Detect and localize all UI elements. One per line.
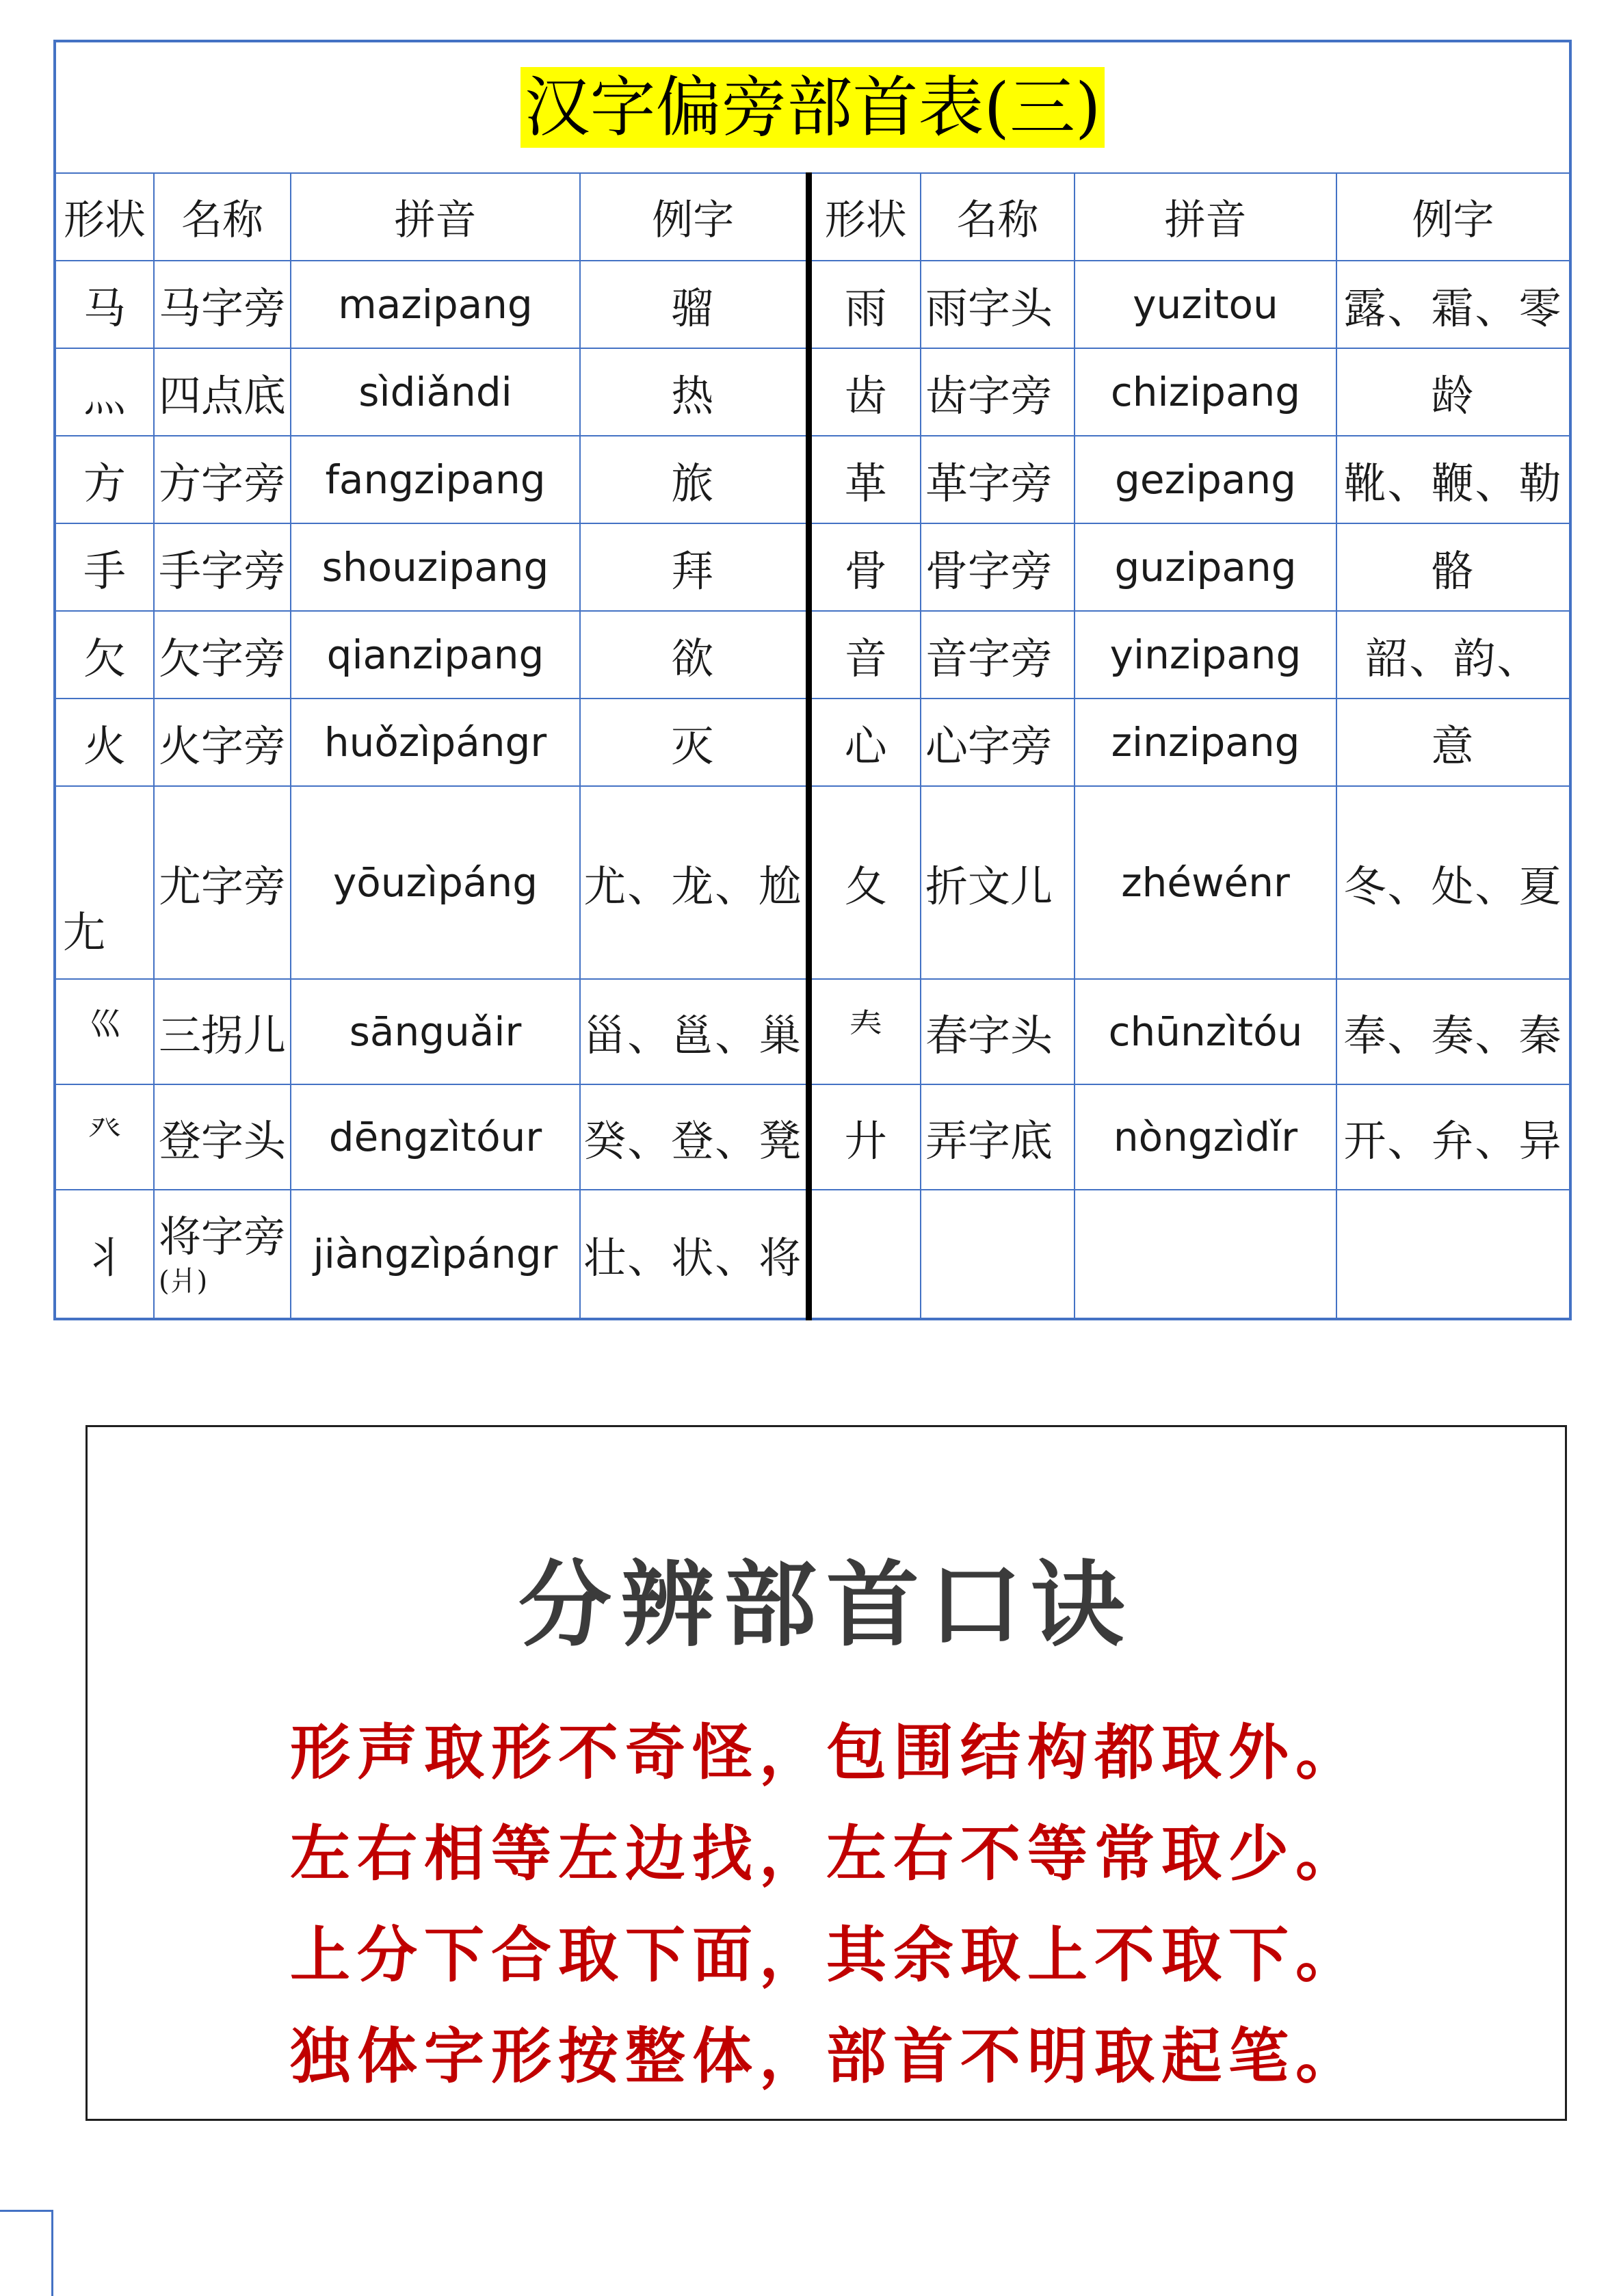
table-row [55,786,1570,979]
radical-name: 春字头 [921,979,1075,1084]
radical-name: 手字旁 [154,523,291,611]
empty-cell [921,1190,1075,1319]
radical-shape: 欠 [55,611,154,699]
mnemonic-box [85,1425,1567,2121]
radical-examples: 靴、鞭、勒 [1336,436,1570,523]
table-row [55,261,1570,348]
radical-examples: 热 [580,348,808,436]
empty-cell [808,1190,921,1319]
radical-name: 登字头 [154,1084,291,1190]
radical-table [53,40,1572,1320]
radical-examples: 旅 [580,436,808,523]
radical-pinyin: qianzipang [291,611,580,699]
radical-pinyin: chūnzìtóu [1075,979,1336,1084]
header-name-left: 名称 [154,173,291,261]
radical-examples: 灭 [580,699,808,786]
radical-name: 四点底 [154,348,291,436]
table-row [55,611,1570,699]
radical-shape: 𡗗 [808,979,921,1084]
radical-examples: 骼 [1336,523,1570,611]
radical-name: 三拐儿 [154,979,291,1084]
radical-pinyin: sānguǎir [291,979,580,1084]
radical-shape: 骨 [808,523,921,611]
radical-examples: 甾、邕、巢 [580,979,808,1084]
radical-examples: 冬、处、夏 [1336,786,1570,979]
header-examples-right: 例字 [1336,173,1570,261]
radical-name: 革字旁 [921,436,1075,523]
radical-shape: 夂 [808,786,921,979]
mnemonic-line: 形声取形不奇怪，包围结构都取外。 [289,1717,1362,1788]
radical-pinyin: mazipang [291,261,580,348]
radical-name: 齿字旁 [921,348,1075,436]
page-title: 汉字偏旁部首表(三) [520,67,1105,148]
radical-examples: 尤、龙、尬 [580,786,808,979]
radical-name: 心字旁 [921,699,1075,786]
radical-shape: 癶 [55,1084,154,1190]
radical-pinyin: sìdiǎndi [291,348,580,436]
radical-shape: 齿 [808,348,921,436]
title-cell [55,41,1570,173]
radical-pinyin: jiàngzìpángr [291,1190,580,1319]
radical-name: 方字旁 [154,436,291,523]
table-row [55,979,1570,1084]
radical-shape: 手 [55,523,154,611]
radical-shape: 火 [55,699,154,786]
table-row [55,1084,1570,1190]
header-name-right: 名称 [921,173,1075,261]
radical-name: 音字旁 [921,611,1075,699]
radical-name: 马字旁 [154,261,291,348]
radical-examples: 龄 [1336,348,1570,436]
header-pinyin-left: 拼音 [291,173,580,261]
empty-cell [1075,1190,1336,1319]
radical-pinyin: chizipang [1075,348,1336,436]
radical-shape: 尢 [55,786,154,979]
radical-pinyin: yinzipang [1075,611,1336,699]
radical-name-text: 将字旁 [159,1212,287,1262]
radical-name: 火字旁 [154,699,291,786]
radical-examples: 骝 [580,261,808,348]
radical-pinyin: shouzipang [291,523,580,611]
radical-shape: 马 [55,261,154,348]
mnemonic-line: 上分下合取下面，其余取上不取下。 [289,1919,1362,1990]
header-shape-right: 形状 [808,173,921,261]
radical-examples: 癸、登、凳 [580,1084,808,1190]
radical-examples: 韶、韵、 [1336,611,1570,699]
page-corner-marker [0,2210,53,2296]
table-row [55,436,1570,523]
radical-pinyin: yuzitou [1075,261,1336,348]
radical-shape: 音 [808,611,921,699]
radical-examples: 开、弁、异 [1336,1084,1570,1190]
radical-pinyin: nòngzìdǐr [1075,1084,1336,1190]
radical-pinyin: yōuzìpáng [291,786,580,979]
radical-shape: 方 [55,436,154,523]
radical-shape: 廾 [808,1084,921,1190]
radical-examples: 奉、奏、秦 [1336,979,1570,1084]
radical-name: 尤字旁 [154,786,291,979]
empty-cell [1336,1190,1570,1319]
radical-name: 欠字旁 [154,611,291,699]
radical-pinyin: zinzipang [1075,699,1336,786]
radical-name [154,1190,291,1319]
header-shape-left: 形状 [55,173,154,261]
radical-pinyin: huǒzìpángr [291,699,580,786]
table-row [55,523,1570,611]
header-examples-left: 例字 [580,173,808,261]
header-row [55,173,1570,261]
radical-name-note: (爿) [159,1266,208,1297]
radical-name: 弄字底 [921,1084,1075,1190]
radical-examples: 壮、状、将 [580,1190,808,1319]
radical-examples: 露、霜、零 [1336,261,1570,348]
radical-pinyin: zhéwénr [1075,786,1336,979]
mnemonic-title: 分辨部首口诀 [518,1550,1134,1660]
header-pinyin-right: 拼音 [1075,173,1336,261]
mnemonic-line: 左右相等左边找，左右不等常取少。 [289,1818,1362,1889]
radical-name: 骨字旁 [921,523,1075,611]
table-row [55,1190,1570,1319]
table-row [55,348,1570,436]
radical-name: 折文儿 [921,786,1075,979]
radical-examples: 欲 [580,611,808,699]
table-row [55,699,1570,786]
radical-shape: 革 [808,436,921,523]
radical-pinyin: dēngzìtóur [291,1084,580,1190]
radical-shape: 心 [808,699,921,786]
radical-shape: 丬 [55,1190,154,1319]
mnemonic-line: 独体字形按整体，部首不明取起笔。 [289,2020,1362,2091]
radical-examples: 意 [1336,699,1570,786]
radical-shape: 雨 [808,261,921,348]
radical-pinyin: gezipang [1075,436,1336,523]
radical-pinyin: fangzipang [291,436,580,523]
radical-shape: 灬 [55,348,154,436]
radical-pinyin: guzipang [1075,523,1336,611]
radical-name: 雨字头 [921,261,1075,348]
radical-shape: 巛 [55,979,154,1084]
radical-examples: 拜 [580,523,808,611]
